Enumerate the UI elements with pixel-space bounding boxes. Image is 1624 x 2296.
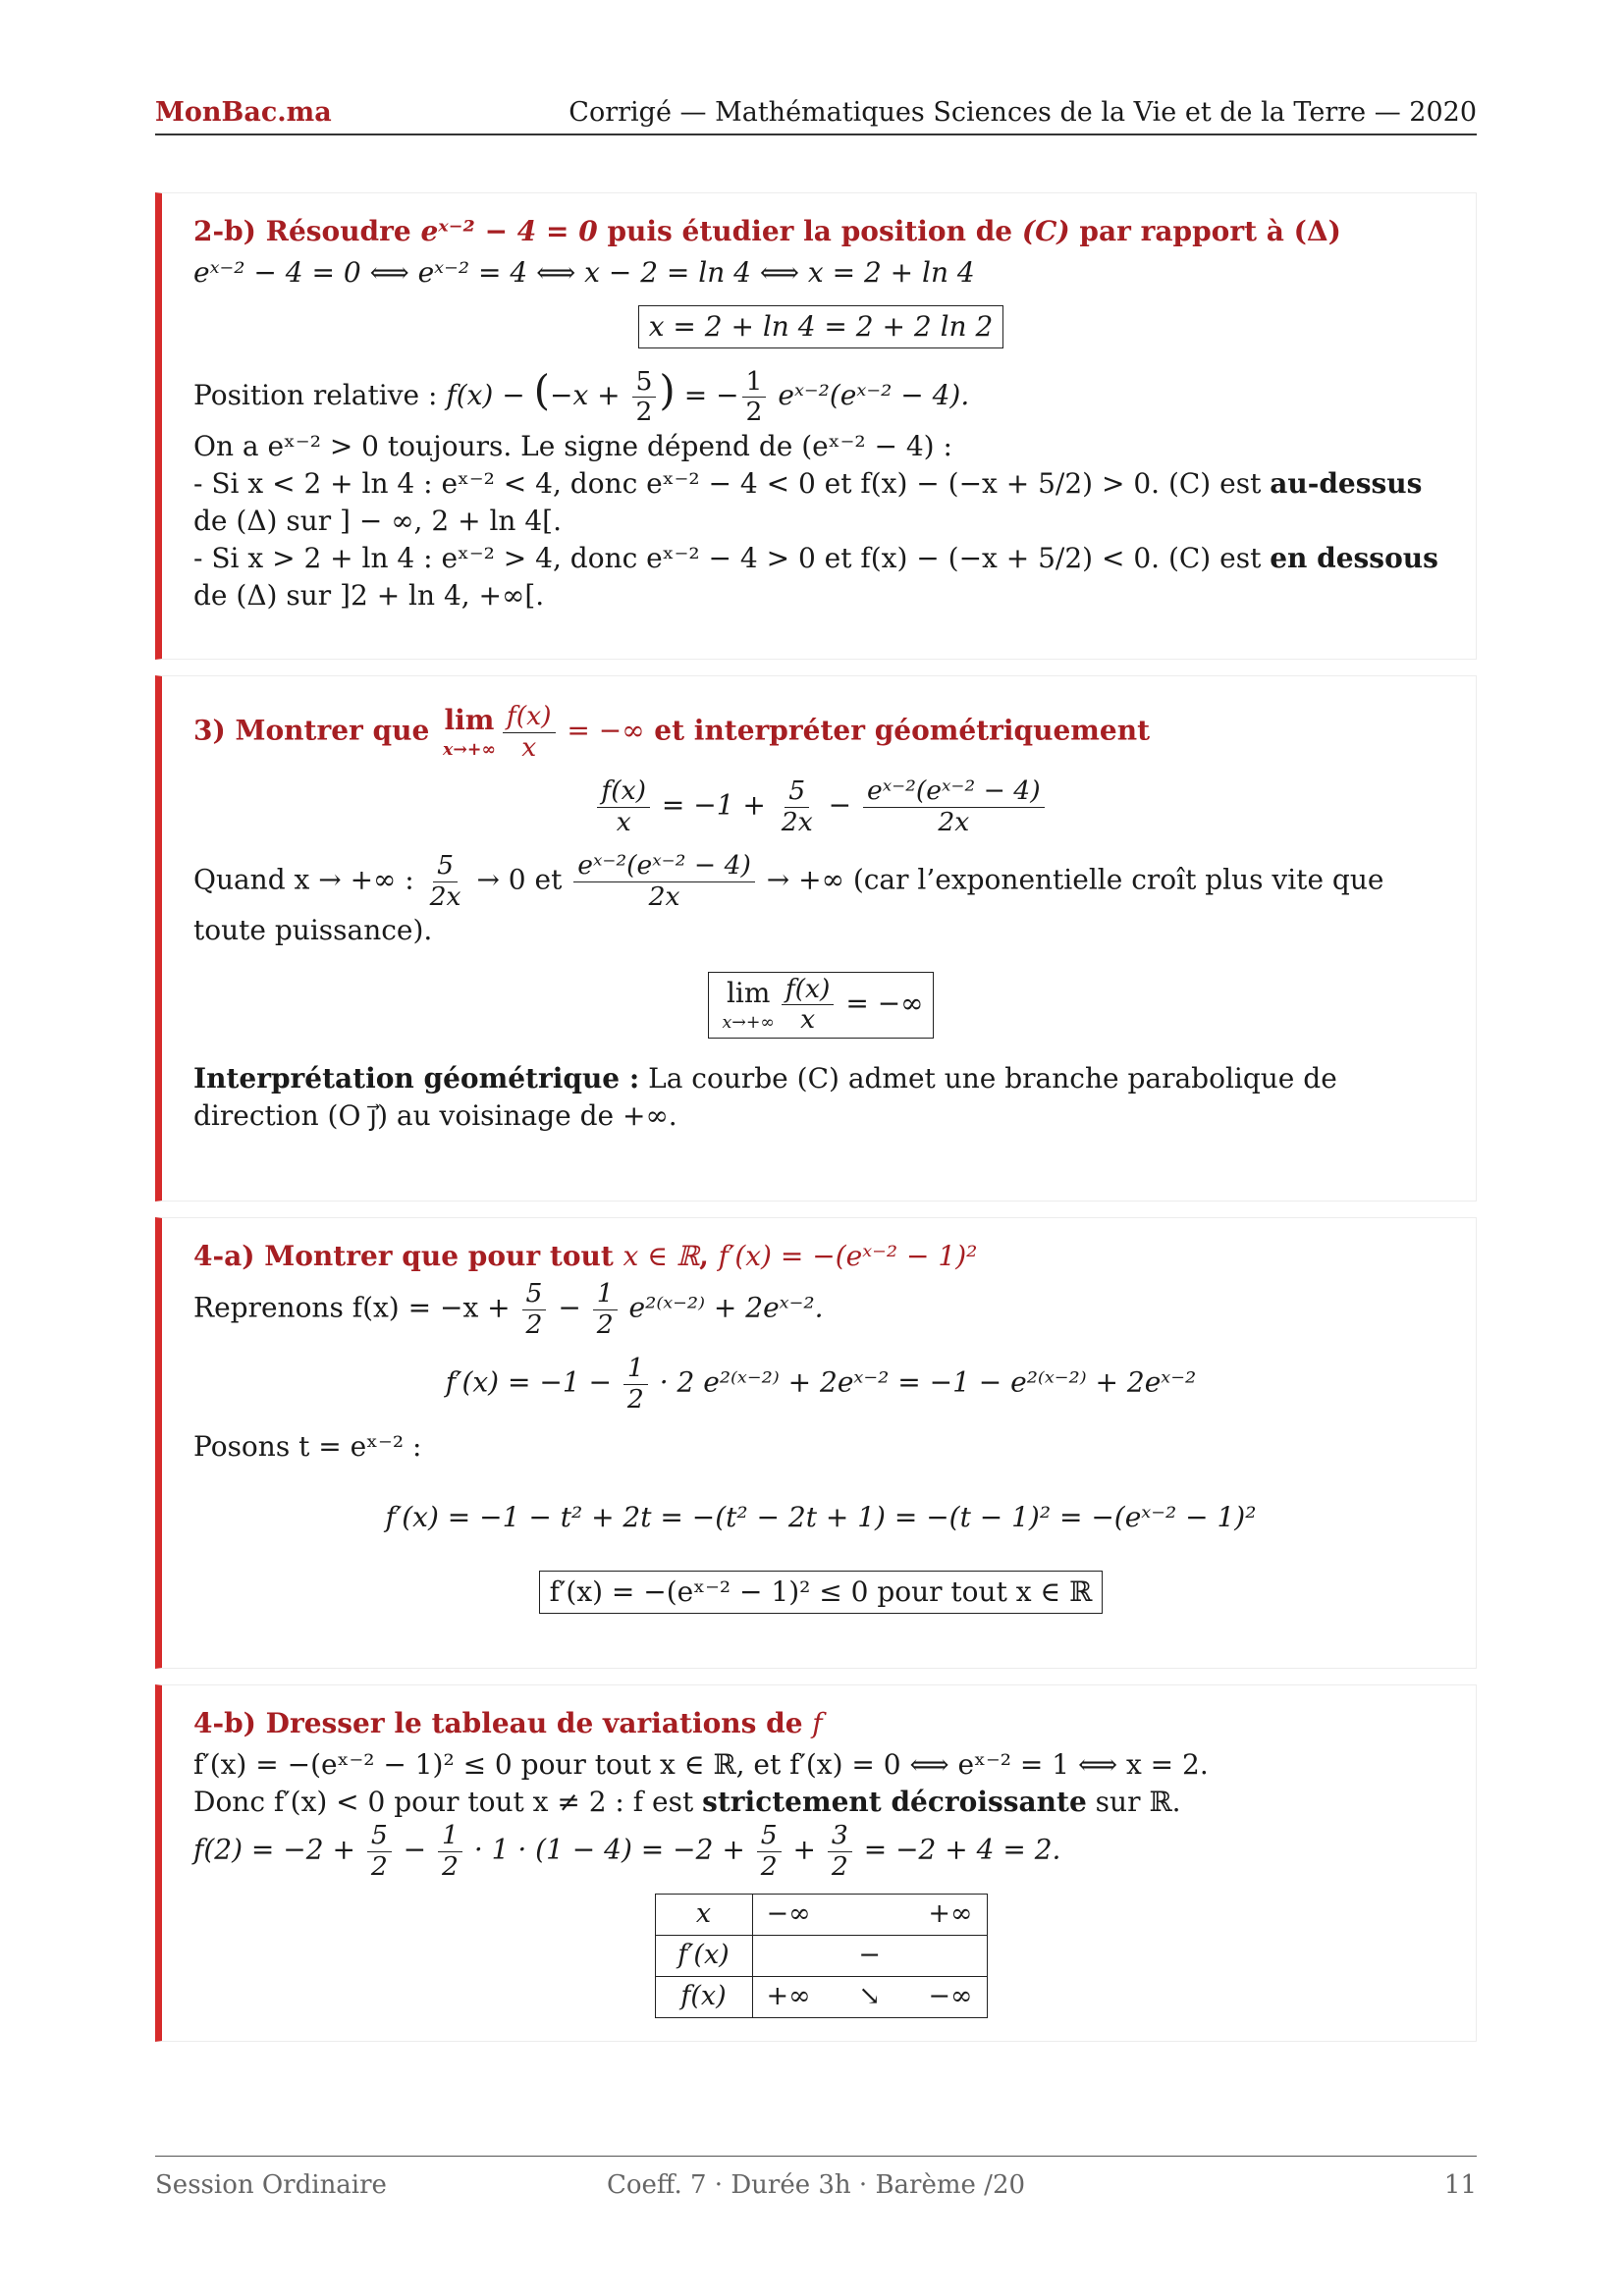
table-row: f′(x) −	[655, 1936, 987, 1977]
section-4b	[155, 1684, 1477, 2042]
section-title: 4-a) Montrer que pour tout x ∈ ℝ, f′(x) = −(eˣ⁻² − 1)²	[193, 1240, 978, 1272]
decreasing-arrow-icon: ↘	[858, 1980, 881, 2011]
result-box: x = 2 + ln 4 = 2 + 2 ln 2	[638, 305, 1004, 348]
page-footer	[155, 2156, 1477, 2200]
expression-fx-over-x: $\frac{f(x)}{x}$ = −1 + $\frac{5}{2x}$ − $\frac{\text{eˣ⁻²(eˣ⁻² − 4)}}{2x}$	[193, 776, 1448, 837]
result-box: f′(x) = −(eˣ⁻² − 1)² ≤ 0 pour tout x ∈ ℝ	[539, 1571, 1104, 1614]
monotonicity-line: Donc f′(x) < 0 pour tout x ≠ 2 : f est strictement décroissante sur ℝ.	[193, 1786, 1181, 1819]
section-title: 3) Montrer que lim x→+∞ $\frac{f(x)}{x}$ = −∞ et interpréter géométriquement	[193, 701, 1151, 763]
footer-session: Session Ordinaire	[155, 2170, 387, 2200]
substitution-line: Posons t = eˣ⁻² :	[193, 1430, 422, 1464]
section-2b	[155, 192, 1477, 660]
page-header	[155, 90, 1477, 135]
limit-argument: Quand x → +∞ : $\frac{5}{2x}$ → 0 et $\frac{\text{eˣ⁻²(eˣ⁻² − 4)}}{2x}$ → +∞ (car l’exponentielle croît plus vite que toute puissance).	[193, 850, 1384, 947]
section-3	[155, 675, 1477, 1201]
rewrite-f-line: Reprenons f(x) = −x + $\frac{5}{2}$ − $\frac{1}{2}$ e²⁽ˣ⁻²⁾ + 2eˣ⁻².	[193, 1278, 824, 1340]
equation-line: eˣ⁻² − 4 = 0 ⟺ eˣ⁻² = 4 ⟺ x − 2 = ln 4 ⟺ x = 2 + ln 4	[193, 256, 975, 290]
result-box-container	[193, 972, 1448, 1039]
brand-link[interactable]: MonBac.ma	[155, 97, 332, 128]
result-box: lim x→+∞ $\frac{f(x)}{x}$ = −∞	[708, 972, 935, 1039]
section-4a	[155, 1217, 1477, 1669]
factored-derivative: f′(x) = −1 − t² + 2t = −(t² − 2t + 1) = −(t − 1)² = −(eˣ⁻² − 1)²	[385, 1501, 1257, 1534]
relative-position-line: Position relative : f(x) − (−x + $\frac{5}{2}$ ) = − $\frac{1}{2}$ eˣ⁻²(eˣ⁻² − 4).	[193, 365, 970, 428]
table-row: x −∞ +∞	[655, 1895, 987, 1936]
geometric-interpretation: Interprétation géométrique : La courbe (C) admet une branche parabolique de direction (O j⃗) au voisinage de +∞.	[193, 1061, 1337, 1132]
result-box-container	[193, 1571, 1448, 1614]
section-title: 4-b) Dresser le tableau de variations de f	[193, 1707, 823, 1739]
result-box-container	[193, 305, 1448, 348]
sign-line: On a eˣ⁻² > 0 toujours. Le signe dépend de (eˣ⁻² − 4) :	[193, 429, 952, 462]
derivative-sign-line: f′(x) = −(eˣ⁻² − 1)² ≤ 0 pour tout x ∈ ℝ, et f′(x) = 0 ⟺ eˣ⁻² = 1 ⟺ x = 2.	[193, 1748, 1209, 1782]
header-title: Corrigé — Mathématiques Sciences de la Vie et de la Terre — 2020	[568, 97, 1477, 128]
derivative-equation: f′(x) = −1 − $\frac{1}{2}$ · 2 e²⁽ˣ⁻²⁾ + 2eˣ⁻² = −1 − e²⁽ˣ⁻²⁾ + 2eˣ⁻²	[445, 1353, 1197, 1415]
variation-table	[655, 1894, 988, 2017]
f2-computation: f(2) = −2 + $\frac{5}{2}$ − $\frac{1}{2}$ · 1 · (1 − 4) = −2 + $\frac{5}{2}$ + $\frac{3}{2}$ = −2 + 4 = 2.	[193, 1820, 1061, 1882]
section-title: 2-b) Résoudre eˣ⁻² − 4 = 0 puis étudier la position de (C) par rapport à (Δ)	[193, 215, 1341, 247]
footer-exam-info: Coeff. 7 · Durée 3h · Barème /20	[606, 2170, 1026, 2200]
page-number: 11	[1443, 2170, 1478, 2200]
table-row: f(x) +∞ ↘ −∞	[655, 1976, 987, 2017]
case-below-line: - Si x < 2 + ln 4 : eˣ⁻² < 4, donc eˣ⁻² − 4 < 0 et f(x) − (−x + 5/2) > 0. (C) est au-dessus de (Δ) sur ] − ∞, 2 + ln 4[.	[193, 466, 1423, 537]
case-above-line: - Si x > 2 + ln 4 : eˣ⁻² > 4, donc eˣ⁻² − 4 > 0 et f(x) − (−x + 5/2) < 0. (C) est en dessous de (Δ) sur ]2 + ln 4, +∞[.	[193, 542, 1438, 613]
